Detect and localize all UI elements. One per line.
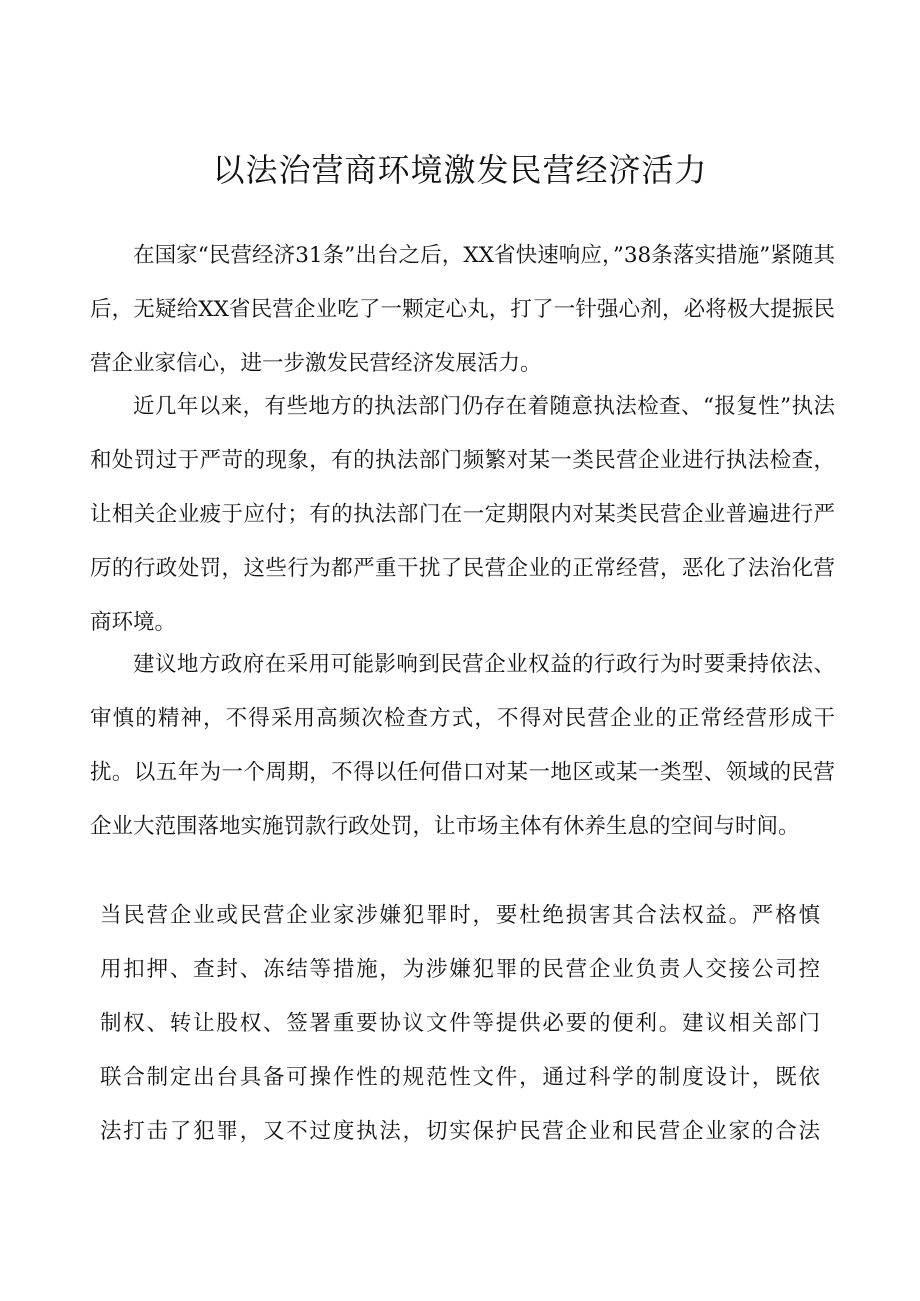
paragraph-2: 近几年以来，有些地方的执法部门仍存在着随意执法检查、“报复性”执法和处罚过于严苛的现象，有的执法部门频繁对某一类民营企业进行执法检查，让相关企业疲于应付；有的执法部门在一定期限内对某类民营企业普遍进行严厉的行政处罚，这些行为都严重干扰了民营企业的正常经营，恶化了法治化营商环境。 — [90, 394, 835, 635]
paragraph-4-line: 制权、转让股权、签署重要协议文件等提供必要的便利。建议相关部门 — [100, 1011, 820, 1036]
paragraph-3: 建议地方政府在采用可能影响到民营企业权益的行政行为时要秉持依法、审慎的精神，不得采用高频次检查方式，不得对民营企业的正常经营形成干扰。以五年为一个周期，不得以任何借口对某一地区或某一类型、领域的民营企业大范围落地实施罚款行政处罚，让市场主体有休养生息的空间与时间。 — [90, 652, 835, 839]
paragraph-4 — [100, 889, 820, 1159]
document-title: 以法治营商环境激发民营经济活力 — [212, 151, 708, 189]
paragraph-4-line: 法打击了犯罪，又不过度执法，切实保护民营企业和民营企业家的合法 — [100, 1119, 820, 1144]
paragraph-4-line: 联合制定出台具备可操作性的规范性文件，通过科学的制度设计，既依 — [100, 1065, 820, 1090]
paragraph-4-line: 当民营企业或民营企业家涉嫌犯罪时，要杜绝损害其合法权益。严格慎 — [100, 903, 820, 928]
paragraph-4-line: 用扣押、查封、冻结等措施，为涉嫌犯罪的民营企业负责人交接公司控 — [100, 957, 820, 982]
paragraph-1: 在国家“民营经济31条”出台之后，XX省快速响应，”38条落实措施”紧随其后，无疑给XX省民营企业吃了一颗定心丸，打了一针强心剂，必将极大提振民营企业家信心，进一步激发民营经济发展活力。 — [90, 243, 835, 376]
